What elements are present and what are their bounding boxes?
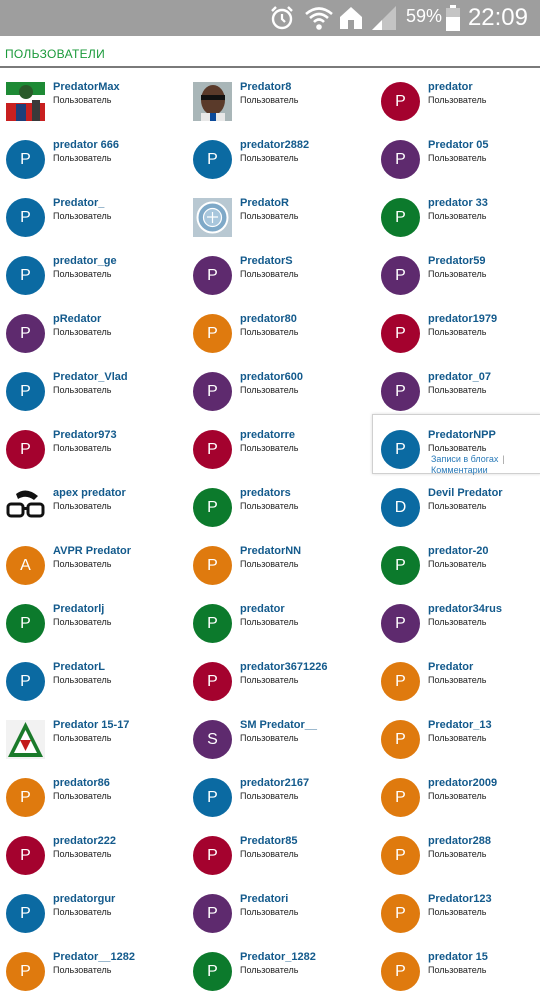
user-role: Пользователь — [53, 733, 112, 743]
user-card[interactable] — [187, 302, 367, 360]
avatar-letter[interactable]: P — [193, 256, 232, 295]
username-link[interactable]: PredatorMax — [53, 81, 120, 93]
username-link[interactable]: PredatorNN — [240, 545, 302, 557]
username-link[interactable]: Predator59 — [428, 255, 486, 267]
user-card[interactable] — [0, 186, 180, 244]
user-card[interactable] — [187, 476, 367, 534]
avatar-letter[interactable]: P — [6, 778, 45, 817]
user-role: Пользователь — [428, 501, 487, 511]
user-role: Пользователь — [53, 675, 112, 685]
user-role: Пользователь — [53, 443, 112, 453]
avatar-image[interactable] — [6, 720, 45, 759]
user-role: Пользователь — [240, 385, 299, 395]
clock-time: 22:09 — [467, 4, 528, 31]
username-link[interactable]: Predatorlj — [53, 603, 105, 615]
user-role: Пользователь — [53, 95, 112, 105]
user-role: Пользователь — [53, 849, 112, 859]
user-card[interactable] — [375, 128, 540, 186]
user-role: Пользователь — [428, 791, 487, 801]
avatar-letter[interactable]: P — [6, 894, 45, 933]
page-title: ПОЛЬЗОВАТЕЛИ — [5, 47, 105, 61]
avatar-letter[interactable]: P — [193, 546, 232, 585]
user-role: Пользователь — [240, 733, 299, 743]
username-link[interactable]: predator3671226 — [240, 661, 328, 673]
user-card[interactable] — [187, 534, 367, 592]
home-icon — [338, 4, 364, 32]
user-role: Пользователь — [240, 501, 299, 511]
username-link[interactable]: Predator_Vlad — [53, 371, 128, 383]
avatar-letter[interactable]: P — [6, 604, 45, 643]
user-card[interactable] — [375, 70, 540, 128]
user-role: Пользователь — [53, 617, 112, 627]
user-card[interactable] — [375, 592, 540, 650]
username-link[interactable]: predator 33 — [428, 197, 488, 209]
user-role: Пользователь — [53, 791, 112, 801]
user-role: Пользователь — [53, 211, 112, 221]
user-role: Пользователь — [53, 559, 112, 569]
user-role: Пользователь — [428, 269, 487, 279]
user-card[interactable] — [0, 360, 180, 418]
avatar-letter[interactable]: P — [193, 836, 232, 875]
username-link[interactable]: PredatorS — [240, 255, 293, 267]
avatar-letter[interactable]: A — [6, 546, 45, 585]
username-link[interactable]: SM Predator__ — [240, 719, 318, 731]
user-card[interactable] — [187, 70, 367, 128]
user-role: Пользователь — [53, 269, 112, 279]
user-role: Пользователь — [240, 791, 299, 801]
user-role: Пользователь — [240, 95, 299, 105]
user-role: Пользователь — [428, 965, 487, 975]
user-card[interactable] — [375, 824, 540, 882]
user-role: Пользователь — [240, 617, 299, 627]
username-link[interactable]: predator 666 — [53, 139, 120, 151]
username-link[interactable]: predators — [240, 487, 291, 499]
avatar-letter[interactable]: D — [381, 488, 420, 527]
username-link[interactable]: pRedator — [53, 313, 102, 325]
avatar-letter[interactable]: P — [6, 430, 45, 469]
user-role: Пользователь — [428, 385, 487, 395]
username-link[interactable]: predator1979 — [428, 313, 498, 325]
user-card[interactable] — [187, 418, 367, 476]
avatar-letter[interactable]: P — [6, 198, 45, 237]
username-link[interactable]: Predator123 — [428, 893, 492, 905]
avatar-letter[interactable]: P — [381, 140, 420, 179]
avatar-letter[interactable]: P — [381, 256, 420, 295]
user-role: Пользователь — [428, 907, 487, 917]
user-role: Пользователь — [53, 385, 112, 395]
user-card[interactable] — [187, 128, 367, 186]
comments-link[interactable]: Комментарии — [431, 465, 488, 475]
user-role: Пользователь — [240, 153, 299, 163]
user-card[interactable] — [0, 650, 180, 708]
battery-percent: 59% — [406, 6, 443, 26]
username-link[interactable]: Predator_ — [53, 197, 105, 209]
username-link[interactable]: predator80 — [240, 313, 297, 325]
user-role: Пользователь — [240, 327, 299, 337]
username-link[interactable]: predatorre — [240, 429, 296, 441]
avatar-letter[interactable]: P — [381, 372, 420, 411]
user-role: Пользователь — [240, 965, 299, 975]
username-link[interactable]: Predator — [428, 661, 474, 673]
avatar-letter[interactable]: P — [381, 836, 420, 875]
user-role: Пользователь — [428, 733, 487, 743]
username-link[interactable]: predator2882 — [240, 139, 310, 151]
avatar-letter[interactable]: P — [193, 604, 232, 643]
user-card[interactable] — [0, 476, 180, 534]
username-link[interactable]: predator 15 — [428, 951, 488, 963]
user-card[interactable] — [187, 650, 367, 708]
user-card[interactable] — [375, 186, 540, 244]
avatar-image[interactable] — [193, 82, 232, 121]
battery-icon — [444, 4, 462, 32]
username-link[interactable]: apex predator — [53, 487, 126, 499]
user-card[interactable] — [187, 244, 367, 302]
username-link[interactable]: AVPR Predator — [53, 545, 132, 557]
avatar-letter[interactable]: P — [381, 82, 420, 121]
avatar-letter[interactable]: P — [381, 894, 420, 933]
user-role: Пользователь — [240, 849, 299, 859]
wifi-icon — [304, 4, 334, 32]
username-link[interactable]: predator2009 — [428, 777, 498, 789]
user-card[interactable] — [0, 70, 180, 128]
avatar-image[interactable] — [6, 82, 45, 121]
user-card[interactable] — [187, 708, 367, 766]
user-card[interactable] — [0, 708, 180, 766]
username-link[interactable]: predator — [240, 603, 285, 615]
page-header — [0, 36, 540, 68]
username-link[interactable]: Predator973 — [53, 429, 117, 441]
user-role: Пользователь — [428, 211, 487, 221]
avatar-letter[interactable]: P — [381, 430, 420, 469]
link-separator: | — [502, 454, 505, 464]
avatar-letter[interactable]: P — [381, 720, 420, 759]
username-link[interactable]: predatorgur — [53, 893, 116, 905]
user-role: Пользователь — [428, 617, 487, 627]
avatar-letter[interactable]: P — [381, 662, 420, 701]
user-card[interactable] — [187, 592, 367, 650]
username-link[interactable]: PredatorNPP — [428, 429, 496, 441]
username-link[interactable]: predator_07 — [428, 371, 491, 383]
avatar-letter[interactable]: P — [381, 546, 420, 585]
username-link[interactable]: predator — [428, 81, 473, 93]
user-role: Пользователь — [53, 501, 112, 511]
user-card[interactable] — [187, 360, 367, 418]
avatar-letter[interactable]: P — [6, 314, 45, 353]
user-role: Пользователь — [240, 211, 299, 221]
user-role: Пользователь — [53, 907, 112, 917]
username-link[interactable]: Predator8 — [240, 81, 292, 93]
user-card[interactable] — [0, 940, 180, 998]
avatar-image[interactable] — [6, 488, 45, 527]
user-card[interactable] — [375, 418, 540, 476]
avatar-letter[interactable]: P — [6, 140, 45, 179]
user-card[interactable] — [375, 650, 540, 708]
username-link[interactable]: predator34rus — [428, 603, 502, 615]
username-link[interactable]: predator600 — [240, 371, 303, 383]
user-card[interactable] — [187, 766, 367, 824]
user-role: Пользователь — [428, 559, 487, 569]
avatar-letter[interactable]: P — [381, 604, 420, 643]
user-card[interactable] — [0, 418, 180, 476]
avatar-letter[interactable]: P — [381, 198, 420, 237]
avatar-letter[interactable]: P — [6, 662, 45, 701]
username-link[interactable]: PredatoR — [240, 197, 289, 209]
user-card[interactable] — [0, 592, 180, 650]
avatar-letter[interactable]: P — [381, 952, 420, 991]
user-card[interactable] — [0, 244, 180, 302]
username-link[interactable]: Predator_1282 — [240, 951, 316, 963]
user-card[interactable] — [187, 186, 367, 244]
user-role: Пользователь — [240, 907, 299, 917]
username-link[interactable]: Predator85 — [240, 835, 298, 847]
user-role: Пользователь — [428, 849, 487, 859]
user-card[interactable] — [0, 302, 180, 360]
blog-posts-link[interactable]: Записи в блогах — [431, 454, 499, 464]
user-role: Пользователь — [240, 269, 299, 279]
user-card[interactable] — [375, 882, 540, 940]
user-card[interactable] — [375, 302, 540, 360]
user-card[interactable] — [375, 476, 540, 534]
user-role: Пользователь — [53, 965, 112, 975]
user-card[interactable] — [375, 534, 540, 592]
avatar-letter[interactable]: P — [381, 314, 420, 353]
user-card[interactable] — [375, 940, 540, 998]
username-link[interactable]: Predator_13 — [428, 719, 492, 731]
signal-icon — [370, 4, 398, 32]
user-role: Пользователь — [428, 443, 487, 453]
user-card[interactable] — [187, 882, 367, 940]
user-card[interactable] — [0, 824, 180, 882]
user-card[interactable] — [187, 824, 367, 882]
user-card[interactable] — [375, 360, 540, 418]
username-link[interactable]: predator288 — [428, 835, 491, 847]
username-link[interactable]: predator-20 — [428, 545, 489, 557]
avatar-letter[interactable]: P — [6, 836, 45, 875]
avatar-letter[interactable]: P — [193, 140, 232, 179]
avatar-letter[interactable]: P — [381, 778, 420, 817]
avatar-letter[interactable]: P — [193, 372, 232, 411]
user-card[interactable] — [375, 766, 540, 824]
username-link[interactable]: Predator__1282 — [53, 951, 135, 963]
username-link[interactable]: Predator 05 — [428, 139, 489, 151]
avatar-letter[interactable]: P — [193, 952, 232, 991]
user-role: Пользователь — [428, 153, 487, 163]
user-role: Пользователь — [240, 443, 299, 453]
avatar-letter[interactable]: P — [193, 488, 232, 527]
user-card[interactable] — [375, 708, 540, 766]
user-card[interactable] — [187, 940, 367, 998]
user-role: Пользователь — [428, 327, 487, 337]
avatar-letter[interactable]: P — [6, 256, 45, 295]
username-link[interactable]: PredatorL — [53, 661, 105, 673]
avatar-letter[interactable]: P — [193, 778, 232, 817]
username-link[interactable]: predator2167 — [240, 777, 310, 789]
status-bar — [0, 0, 540, 36]
hover-card-links — [431, 454, 509, 476]
user-role: Пользователь — [428, 675, 487, 685]
username-link[interactable]: Predatori — [240, 893, 289, 905]
user-role: Пользователь — [240, 675, 299, 685]
header-divider — [0, 66, 540, 68]
username-link[interactable]: predator86 — [53, 777, 110, 789]
username-link[interactable]: predator222 — [53, 835, 116, 847]
avatar-letter[interactable]: P — [193, 662, 232, 701]
username-link[interactable]: predator_ge — [53, 255, 117, 267]
avatar-image[interactable] — [193, 198, 232, 237]
user-role: Пользователь — [240, 559, 299, 569]
user-card[interactable] — [0, 882, 180, 940]
avatar-letter[interactable]: S — [193, 720, 232, 759]
username-link[interactable]: Devil Predator — [428, 487, 503, 499]
avatar-letter[interactable]: P — [6, 372, 45, 411]
avatar-letter[interactable]: P — [193, 314, 232, 353]
user-card[interactable] — [0, 128, 180, 186]
user-card[interactable] — [375, 244, 540, 302]
user-role: Пользователь — [53, 327, 112, 337]
avatar-letter[interactable]: P — [193, 894, 232, 933]
avatar-letter[interactable]: P — [6, 952, 45, 991]
user-role: Пользователь — [428, 95, 487, 105]
avatar-letter[interactable]: P — [193, 430, 232, 469]
alarm-icon — [268, 4, 296, 32]
username-link[interactable]: Predator 15-17 — [53, 719, 130, 731]
user-card[interactable] — [0, 534, 180, 592]
user-card[interactable] — [0, 766, 180, 824]
user-role: Пользователь — [53, 153, 112, 163]
